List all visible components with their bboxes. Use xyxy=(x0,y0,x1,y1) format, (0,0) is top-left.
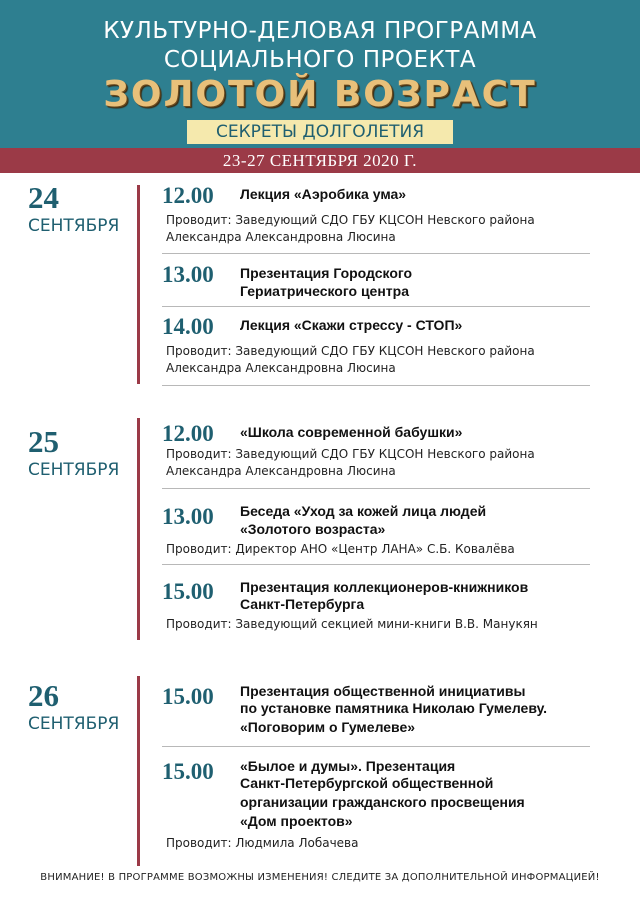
day-number: 26 xyxy=(28,678,59,713)
event-time: 12.00 xyxy=(162,421,214,446)
event-title-line-4: «Дом проектов» xyxy=(240,813,353,829)
event-title-line-2: Санкт-Петербургской общественной xyxy=(240,775,494,791)
day-number: 24 xyxy=(28,180,59,215)
event-title-line-1: Презентация общественной инициативы xyxy=(240,683,526,699)
event-time: 15.00 xyxy=(162,579,214,604)
event-title: Лекция «Аэробика ума» xyxy=(240,186,407,202)
event-separator xyxy=(162,488,590,489)
program-subtitle: СЕКРЕТЫ ДОЛГОЛЕТИЯ xyxy=(187,120,453,144)
program-title: ЗОЛОТОЙ ВОЗРАСТ xyxy=(103,74,537,115)
event-host-name: Александра Александровна Люсина xyxy=(166,464,396,478)
event-host-name: Александра Александровна Люсина xyxy=(166,230,396,244)
event-host: Проводит: Заведующий СДО ГБУ КЦСОН Невского района xyxy=(166,447,535,461)
event-separator xyxy=(162,746,590,747)
header-line-1: КУЛЬТУРНО-ДЕЛОВАЯ ПРОГРАММА xyxy=(103,18,537,44)
event-title-line-2: Гериатрического центра xyxy=(240,283,409,299)
event-host: Проводит: Заведующий СДО ГБУ КЦСОН Невского района xyxy=(166,344,535,358)
event-time: 13.00 xyxy=(162,504,214,529)
event-host: Проводит: Людмила Лобачева xyxy=(166,836,359,850)
event-time: 15.00 xyxy=(162,684,214,709)
event-time: 13.00 xyxy=(162,262,214,287)
event-time: 15.00 xyxy=(162,759,214,784)
event-separator xyxy=(162,253,590,254)
event-time: 14.00 xyxy=(162,314,214,339)
header-banner xyxy=(0,0,640,148)
day-month: СЕНТЯБРЯ xyxy=(28,216,120,236)
day-divider-line xyxy=(137,185,140,384)
event-title-line-2: Санкт-Петербурга xyxy=(240,596,365,612)
event-title-line-3: организации гражданского просвещения xyxy=(240,794,525,810)
day-month: СЕНТЯБРЯ xyxy=(28,714,120,734)
event-title-line-2: по установке памятника Николаю Гумелеву. xyxy=(240,700,548,716)
event-title-line-3: «Поговорим о Гумелеве» xyxy=(240,719,416,735)
event-title-line-1: «Былое и думы». Презентация xyxy=(240,758,456,774)
event-separator xyxy=(162,385,590,386)
header-line-2: СОЦИАЛЬНОГО ПРОЕКТА xyxy=(163,47,477,73)
day-divider-line xyxy=(137,418,140,640)
event-title: Лекция «Скажи стрессу - СТОП» xyxy=(240,317,463,333)
event-title-line-1: Презентация коллекционеров-книжников xyxy=(240,579,529,595)
event-title-line-1: Презентация Городского xyxy=(240,265,413,281)
event-title: «Школа современной бабушки» xyxy=(240,424,463,440)
event-host: Проводит: Заведующий СДО ГБУ КЦСОН Невского района xyxy=(166,213,535,227)
event-title-line-2: «Золотого возраста» xyxy=(240,521,386,537)
event-separator xyxy=(162,564,590,565)
footer-notice: ВНИМАНИЕ! В ПРОГРАММЕ ВОЗМОЖНЫ ИЗМЕНЕНИЯ! СЛЕДИТЕ ЗА ДОПОЛНИТЕЛЬНОЙ ИНФОРМАЦИЕЙ! xyxy=(40,872,600,883)
event-time: 12.00 xyxy=(162,183,214,208)
day-number: 25 xyxy=(28,424,59,459)
event-host: Проводит: Заведующий секцией мини-книги В.В. Манукян xyxy=(166,617,538,631)
dates-bar: 23-27 СЕНТЯБРЯ 2020 Г. xyxy=(0,148,640,173)
event-host-name: Александра Александровна Люсина xyxy=(166,361,396,375)
event-separator xyxy=(162,306,590,307)
event-host: Проводит: Директор АНО «Центр ЛАНА» С.Б. Ковалёва xyxy=(166,542,515,556)
event-title-line-1: Беседа «Уход за кожей лица людей xyxy=(240,503,487,519)
day-divider-line xyxy=(137,676,140,866)
day-month: СЕНТЯБРЯ xyxy=(28,460,120,480)
